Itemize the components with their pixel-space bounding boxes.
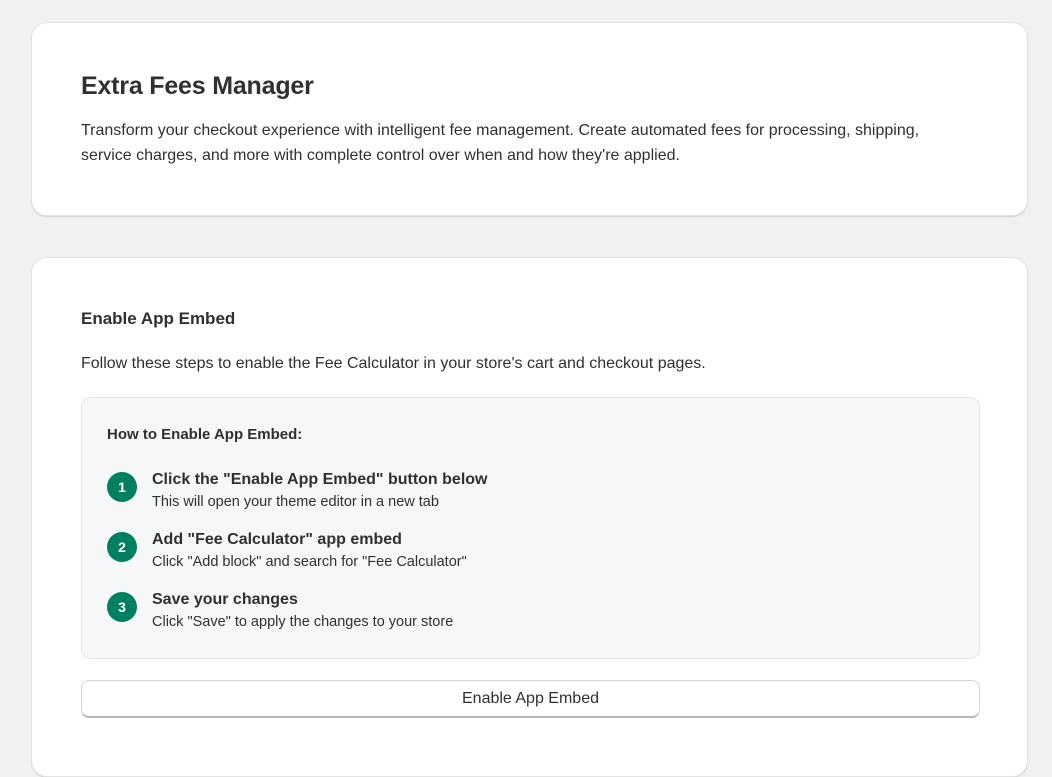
hero-card — [31, 22, 1028, 216]
enable-app-embed-button[interactable]: Enable App Embed — [81, 680, 980, 718]
step-title: Click the "Enable App Embed" button below — [152, 471, 488, 488]
section-description: Follow these steps to enable the Fee Calculator in your store's cart and checkout pages. — [81, 355, 706, 372]
step-title: Add "Fee Calculator" app embed — [152, 531, 402, 548]
step-title: Save your changes — [152, 591, 298, 608]
step-number-badge: 3 — [107, 592, 137, 622]
enable-app-embed-card — [31, 257, 1028, 777]
step-number-badge: 1 — [107, 472, 137, 502]
steps-box — [81, 397, 980, 659]
hero-description: Transform your checkout experience with intelligent fee management. Create automated fees for processing, shipping, service charges, and more with complete control over when and how they're applied. — [81, 122, 920, 164]
step-item — [107, 471, 927, 515]
section-title: Enable App Embed — [81, 309, 236, 328]
step-number-badge: 2 — [107, 532, 137, 562]
step-item — [107, 531, 927, 575]
step-subtitle: Click "Add block" and search for "Fee Calculator" — [152, 554, 467, 570]
page-title: Extra Fees Manager — [81, 72, 314, 100]
step-subtitle: This will open your theme editor in a new tab — [152, 494, 439, 510]
step-item — [107, 591, 927, 635]
step-subtitle: Click "Save" to apply the changes to your store — [152, 614, 454, 630]
steps-heading: How to Enable App Embed: — [107, 426, 303, 443]
